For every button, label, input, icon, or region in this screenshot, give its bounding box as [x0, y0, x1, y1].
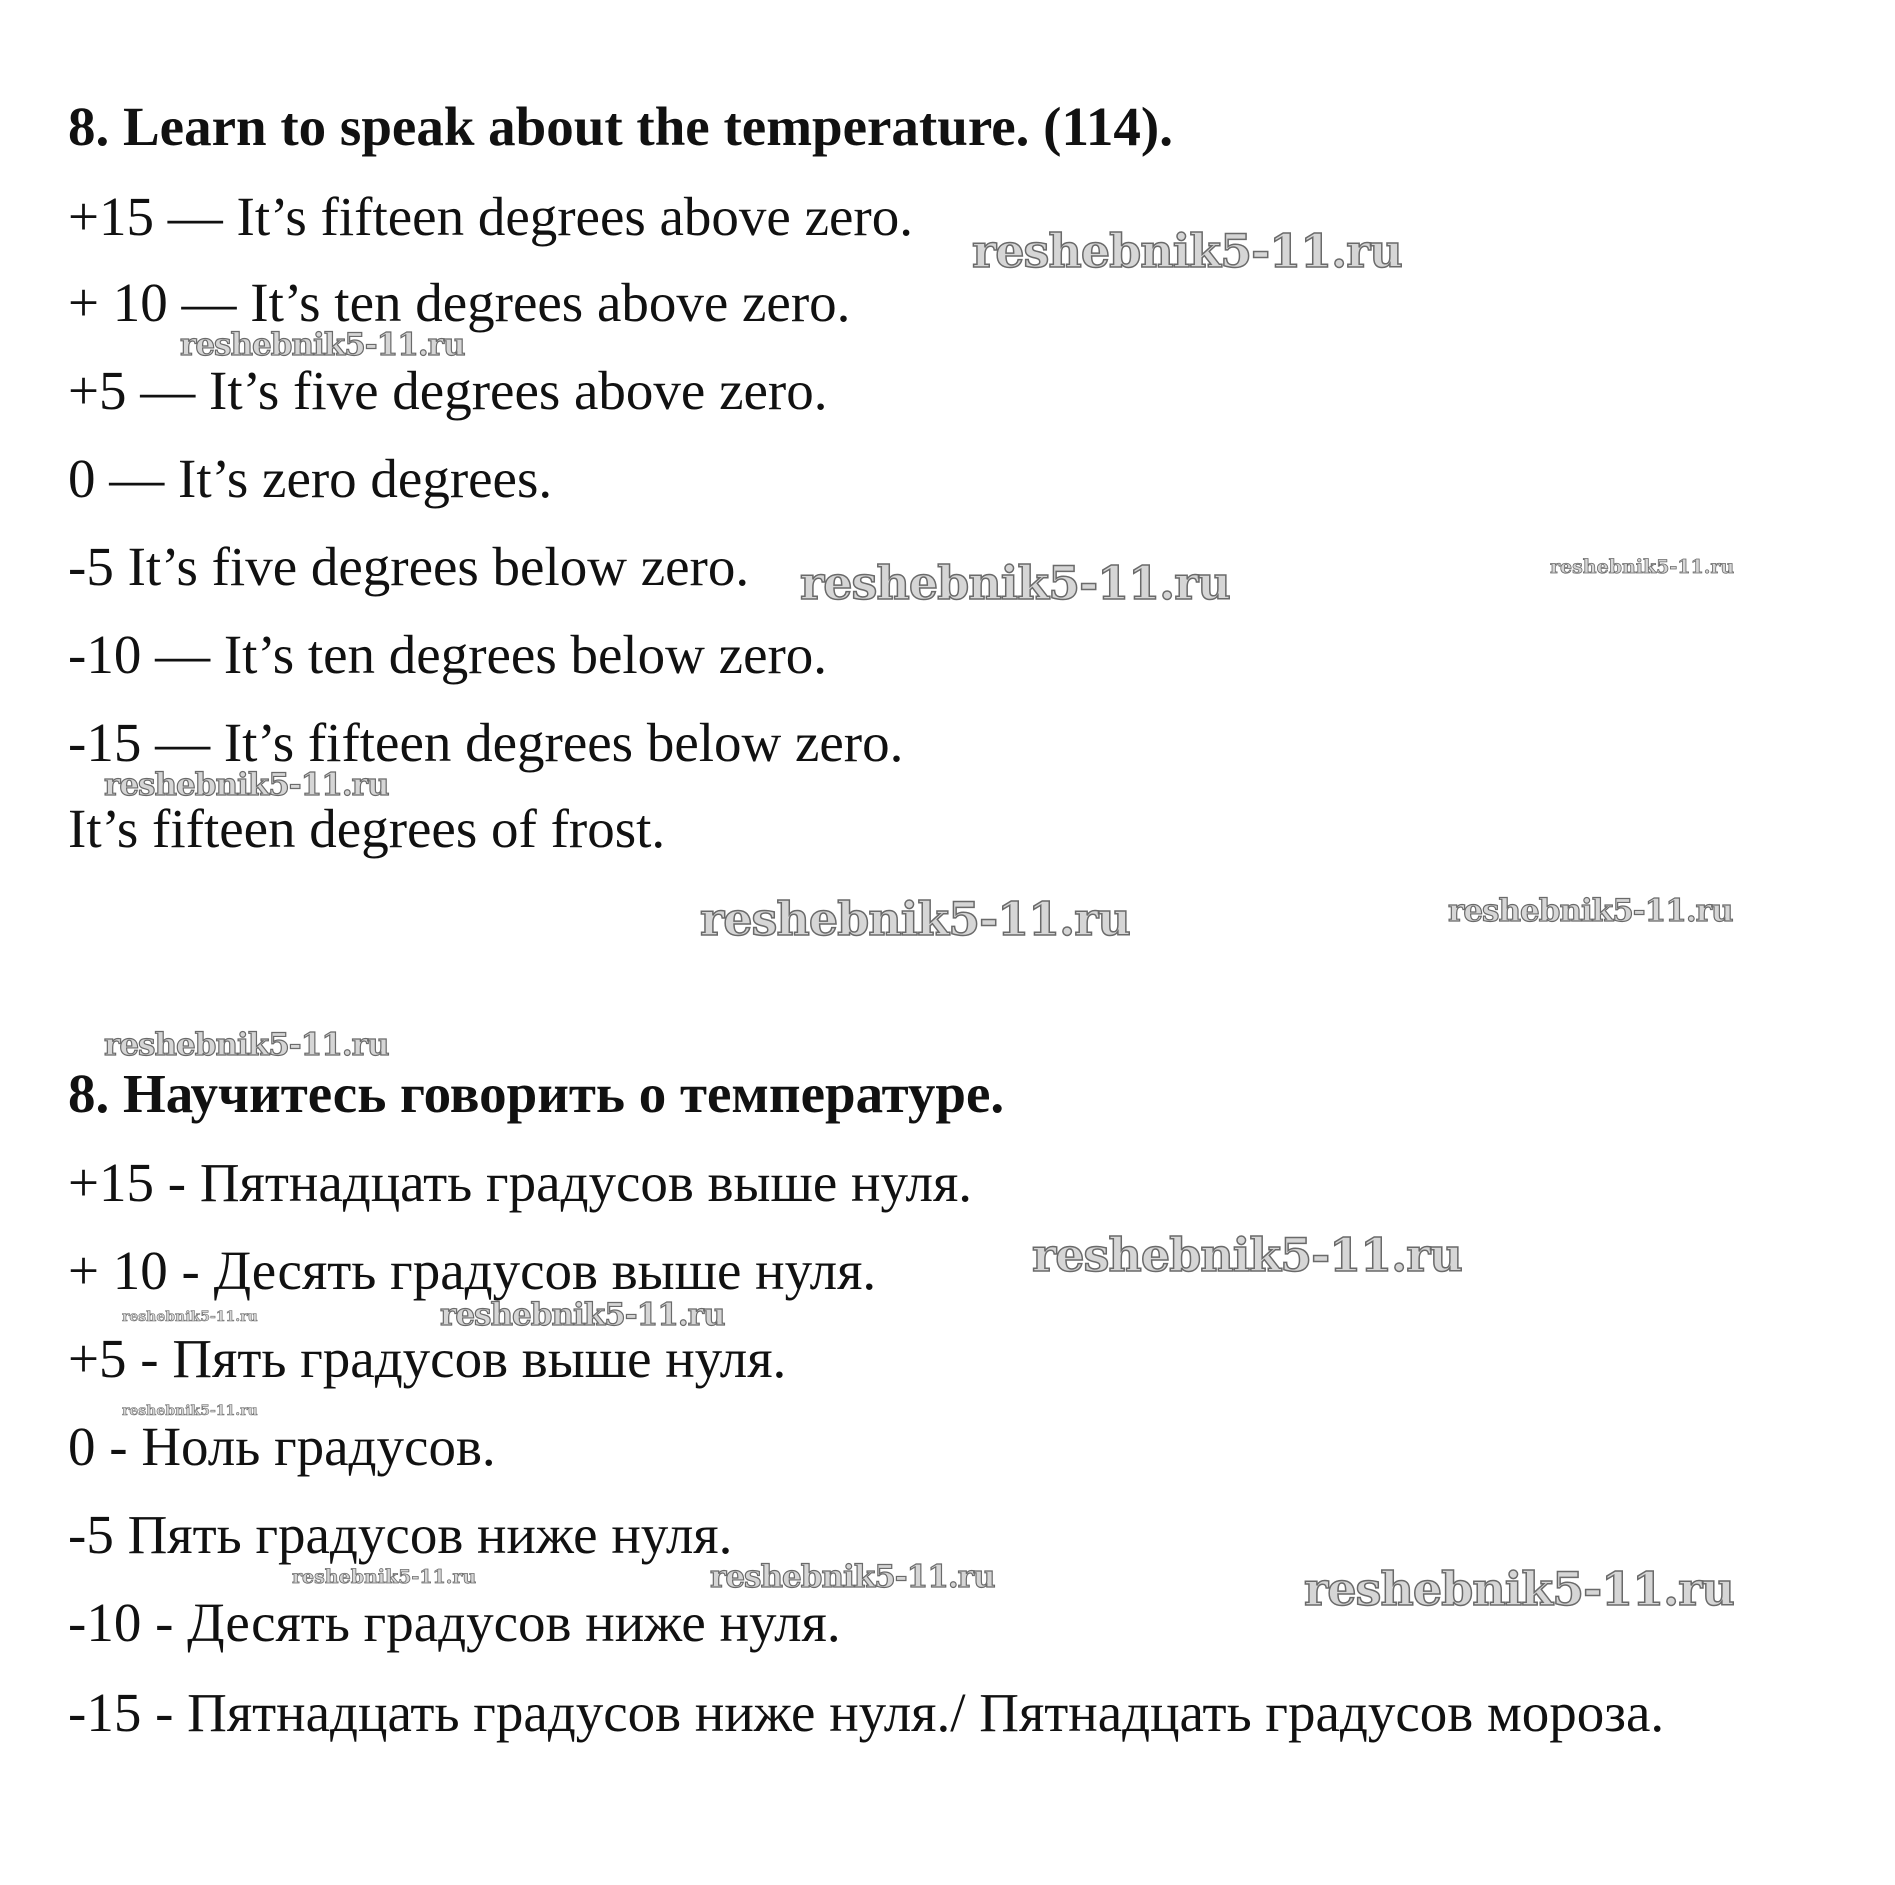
- watermark: reshebnik5-11.ru: [1032, 1228, 1462, 1282]
- watermark: reshebnik5-11.ru: [700, 892, 1130, 946]
- russian-line: +5 - Пять градусов выше нуля.: [68, 1328, 787, 1389]
- russian-line: -15 - Пятнадцать градусов ниже нуля./ Пятнадцать градусов мороза.: [68, 1682, 1665, 1743]
- watermark: reshebnik5-11.ru: [122, 1403, 258, 1419]
- russian-line: + 10 - Десять градусов выше нуля.: [68, 1240, 877, 1301]
- english-line: -5 It’s five degrees below zero.: [68, 536, 750, 597]
- russian-line: 0 - Ноль градусов.: [68, 1416, 496, 1477]
- russian-heading: 8. Научитесь говорить о температуре.: [68, 1063, 1005, 1124]
- english-line: -10 — It’s ten degrees below zero.: [68, 624, 828, 685]
- watermark: reshebnik5-11.ru: [1304, 1562, 1734, 1616]
- watermark: reshebnik5-11.ru: [104, 1027, 389, 1063]
- watermark: reshebnik5-11.ru: [972, 224, 1402, 278]
- watermark: reshebnik5-11.ru: [710, 1559, 995, 1595]
- english-line: It’s fifteen degrees of frost.: [68, 798, 666, 859]
- watermark: reshebnik5-11.ru: [1448, 893, 1733, 929]
- russian-line: +15 - Пятнадцать градусов выше нуля.: [68, 1152, 973, 1213]
- watermark: reshebnik5-11.ru: [180, 327, 465, 363]
- watermark: reshebnik5-11.ru: [104, 767, 389, 803]
- russian-line: -10 - Десять градусов ниже нуля.: [68, 1592, 841, 1653]
- watermark: reshebnik5-11.ru: [122, 1309, 258, 1325]
- english-line: +15 — It’s fifteen degrees above zero.: [68, 186, 913, 247]
- watermark: reshebnik5-11.ru: [440, 1297, 725, 1333]
- watermark: reshebnik5-11.ru: [292, 1566, 477, 1588]
- russian-line: -5 Пять градусов ниже нуля.: [68, 1504, 733, 1565]
- english-heading: 8. Learn to speak about the temperature. (114).: [68, 96, 1173, 157]
- watermark: reshebnik5-11.ru: [800, 556, 1230, 610]
- english-line: + 10 — It’s ten degrees above zero.: [68, 272, 851, 333]
- english-line: -15 — It’s fifteen degrees below zero.: [68, 712, 904, 773]
- watermark: reshebnik5-11.ru: [1550, 556, 1735, 578]
- english-line: 0 — It’s zero degrees.: [68, 448, 553, 509]
- english-line: +5 — It’s five degrees above zero.: [68, 360, 828, 421]
